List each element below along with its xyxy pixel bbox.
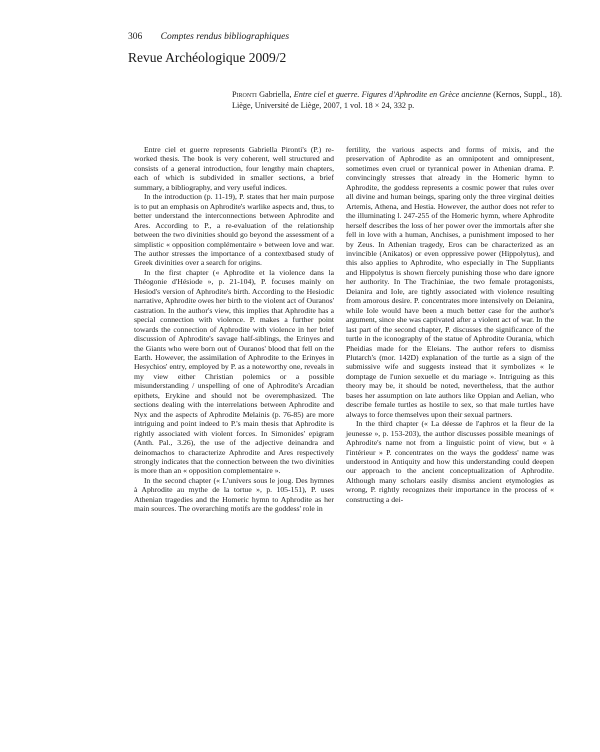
reference-details: (Kernos, Suppl., 18). Liège, Université de Liège, 2007, 1 vol. 18 × 24, 332 p. [232, 90, 563, 110]
left-column [134, 145, 334, 514]
reference-author: Pironti [232, 90, 257, 99]
journal-title: Revue Archéologique 2009/2 [128, 50, 287, 65]
bibliographic-reference [232, 90, 562, 111]
left-paragraph: In the second chapter (« L'univers sous le joug. Des hymnes à Aphrodite au mythe de la tortue », p. 105-151), P. uses Athenian tragedies and the Homeric hymn to Aphrodite as her main sources. The overarching motifs are the goddess' role in [134, 475, 334, 514]
reference-title: Entre ciel et guerre. Figures d'Aphrodite en Grèce ancienne [293, 90, 491, 99]
left-paragraph: In the introduction (p. 11-19), P. states that her main purpose is to put an emphasis on Aphrodite's warlike aspects and, thus, to better understand the interconnections between Aphrodite and Ares. According to P., a re-evaluation of the relationship between the two divinities should go beyond the assessment of a simplistic « opposition complémentaire » between love and war. The author stresses the importance of a contextbased study of Greek divinities over a search for origins. [134, 192, 334, 268]
right-column [346, 145, 554, 504]
right-paragraph: fertility, the various aspects and forms of mixis, and the preservation of Aphrodite as an omnipotent and omnipresent, sometimes even cruel or tyrannical power in Athenian drama. P. convincingly stresses that already in the Homeric hymn to Aphrodite, the goddess represents a cosmic power that rules over all divine and human beings, sparing only the three virginal deities Artemis, Athena, and Hestia. However, the author does not refer to the illuminating l. 247-255 of the Homeric hymn, where Aphrodite herself describes the loss of her power over the immortals after she fell in love with a human, Anchises, a punishment imposed to her by Zeus. In Athenian tragedy, Eros can be characterized as an invincible (Anikatos) or even oppressive power (Hippolytus), and this also applies to Aphrodite, who especially in The Suppliants and Hippolytus is shown fiercely punishing those who dare ignore her authority. In The Trachiniae, the two female protagonists, Deianira and Iole, are tightly associated with violence resulting from amorous desire. P. concentrates more intensively on Deianira, while Iole would have been a much better case for the author's argument, since she was captivated after a violent act of war. In the last part of the second chapter, P. discusses the significance of the turtle in the iconography of the statue of Aphrodite Ourania, which Pheidias made for the Eleians. The author refers to dismiss Plutarch's (mor. 142D) explanation of the turtle as a sign of the submissive wife and suggests instead that it symbolizes « le domptage de l'union sexuelle et du mariage ». Intriguing as this theory may be, it should be noted, nevertheless, that the author bases her assumption on late authors like Oppian and Aelian, who describe female turtles as hostile to sex, so that male turtles have always to force themselves upon their sexual partners. [346, 145, 554, 419]
right-paragraph: In the third chapter (« La déesse de l'aphros et la fleur de la jeunesse », p. 153-203), the author discusses possible meanings of Aphrodite's name not from a linguistic point of view, but « à l'intérieur » P. concentrates on the ways the goddess' name was understood in Antiquity and how this understanding could deepen our approach to the ancient conceptualization of Aphrodite. Although many scholars easily dismiss ancient etymologies as wrong, P. rightly recognizes their importance in the process of « constructing a dei- [346, 419, 554, 504]
running-head [128, 30, 548, 44]
left-paragraph: In the first chapter (« Aphrodite et la violence dans la Théogonie d'Hésiode », p. 21-104), P. focuses mainly on Hesiod's version of Aphrodite's birth. According to the Hesiodic narrative, Aphrodite owes her birth to the violent act of Ouranos' castration. In the author's view, this implies that Aphrodite has a special connection with violence. P. makes a further point towards the connection of Aphrodite with violence in her brief discussion of Aphrodite's savage half-siblings, the Erinyes and the Giants who were born out of Ouranos' blood that fell on the Earth. However, the assimilation of Aphrodite to the Erinyes in Hesychios' entry, employed by P. as a noteworthy one, reveals in my view either Christian polemics or a possible misunderstanding / unspelling of one of Aphrodite's Arcadian epithets, Erykine and should not be overemphasized. The sections dealing with the interrelations between Aphrodite and Nyx and the aspects of Aphrodite Melainis (p. 76-85) are more intriguing and point indeed to P.'s main thesis that Aphrodite is rightly associated with violent forces. In Simonides' epigram (Anth. Pal., 3.26), the use of the adjective deinandra and deinomachos to characterize Aphrodite and Ares respectively strongly indicates that the connection between the two divinities is more than an « opposition complementaire ». [134, 267, 334, 476]
reference-author-first: Gabriella, [259, 90, 292, 99]
running-title: Comptes rendus bibliographiques [160, 32, 290, 42]
page-number: 306 [128, 32, 143, 42]
left-paragraph: Entre ciel et guerre represents Gabriella Pironti's (P.) re-worked thesis. The book is very coherent, well structured and consists of a general introduction, four lengthy main chapters, each of which is subdivided in smaller sections, a brief summary, a bibliography, and very useful indices. [134, 145, 334, 192]
